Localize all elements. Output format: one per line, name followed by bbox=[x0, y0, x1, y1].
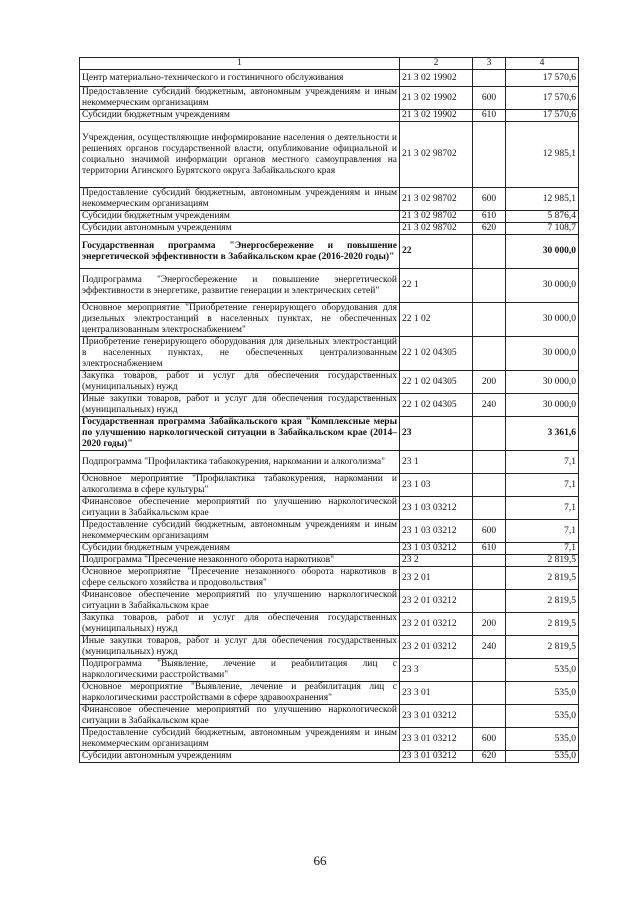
row-code: 21 3 02 98702 bbox=[400, 122, 473, 188]
row-kind bbox=[473, 269, 506, 303]
table-row bbox=[80, 394, 579, 417]
table-row bbox=[80, 223, 579, 235]
table-row bbox=[80, 337, 579, 371]
row-kind bbox=[473, 303, 506, 337]
row-kind bbox=[473, 122, 506, 188]
row-sum: 535,0 bbox=[506, 682, 579, 705]
row-kind bbox=[473, 555, 506, 567]
row-sum: 5 876,4 bbox=[506, 211, 579, 223]
row-name: Учреждения, осуществляющие информирование населения о деятельности и решениях органов государственной власти, опубликование официальной и социально значимой информации органов местного самоуправления на территории Агинского Бурятского округа Забайкальского края bbox=[80, 122, 400, 188]
row-code: 23 1 03 03212 bbox=[400, 520, 473, 543]
row-name: Субсидии бюджетным учреждениям bbox=[80, 543, 400, 555]
row-code: 23 3 01 bbox=[400, 682, 473, 705]
row-kind bbox=[473, 497, 506, 520]
row-kind: 600 bbox=[473, 188, 506, 211]
row-sum: 7,1 bbox=[506, 543, 579, 555]
row-sum: 535,0 bbox=[506, 659, 579, 682]
table-row bbox=[80, 682, 579, 705]
row-kind: 600 bbox=[473, 520, 506, 543]
row-code: 23 3 01 03212 bbox=[400, 728, 473, 751]
row-code: 23 2 bbox=[400, 555, 473, 567]
row-code: 23 1 03 03212 bbox=[400, 497, 473, 520]
row-kind bbox=[473, 70, 506, 87]
row-kind: 610 bbox=[473, 211, 506, 223]
row-sum: 2 819,5 bbox=[506, 567, 579, 590]
row-name: Государственная программа Забайкальского края "Комплексные меры по улучшению наркологической ситуации в Забайкальском крае (2014–2020 годы)" bbox=[80, 417, 400, 451]
table-row bbox=[80, 211, 579, 223]
row-name: Предоставление субсидий бюджетным, автономным учреждениям и иным некоммерческим организациям bbox=[80, 520, 400, 543]
row-name: Субсидии автономным учреждениям bbox=[80, 751, 400, 763]
budget-table bbox=[79, 57, 579, 763]
row-code: 23 2 01 03212 bbox=[400, 613, 473, 636]
table-row bbox=[80, 87, 579, 110]
budget-table-body bbox=[80, 58, 579, 763]
row-name: Субсидии бюджетным учреждениям bbox=[80, 110, 400, 122]
row-sum: 7,1 bbox=[506, 451, 579, 474]
row-code: 21 3 02 98702 bbox=[400, 211, 473, 223]
row-code: 23 2 01 03212 bbox=[400, 636, 473, 659]
row-code: 22 1 02 04305 bbox=[400, 371, 473, 394]
header-col-2: 2 bbox=[400, 58, 473, 70]
row-code: 22 1 02 bbox=[400, 303, 473, 337]
row-kind bbox=[473, 567, 506, 590]
row-sum: 7,1 bbox=[506, 520, 579, 543]
table-row bbox=[80, 705, 579, 728]
row-kind: 200 bbox=[473, 613, 506, 636]
table-row bbox=[80, 235, 579, 269]
row-sum: 12 985,1 bbox=[506, 188, 579, 211]
row-sum: 7 108,7 bbox=[506, 223, 579, 235]
row-name: Предоставление субсидий бюджетным, автономным учреждениям и иным некоммерческим организациям bbox=[80, 188, 400, 211]
table-row bbox=[80, 613, 579, 636]
header-col-3: 3 bbox=[473, 58, 506, 70]
row-sum: 30 000,0 bbox=[506, 394, 579, 417]
row-code: 22 1 02 04305 bbox=[400, 337, 473, 371]
table-row bbox=[80, 497, 579, 520]
row-name: Субсидии бюджетным учреждениям bbox=[80, 211, 400, 223]
row-name: Финансовое обеспечение мероприятий по улучшению наркологической ситуации в Забайкальском крае bbox=[80, 497, 400, 520]
row-sum: 17 570,6 bbox=[506, 110, 579, 122]
row-name: Предоставление субсидий бюджетным, автономным учреждениям и иным некоммерческим организациям bbox=[80, 728, 400, 751]
row-sum: 17 570,6 bbox=[506, 87, 579, 110]
table-row bbox=[80, 520, 579, 543]
row-name: Подпрограмма "Выявление, лечение и реабилитация лиц с наркологическими расстройствами" bbox=[80, 659, 400, 682]
row-sum: 535,0 bbox=[506, 751, 579, 763]
row-name: Закупка товаров, работ и услуг для обеспечения государственных (муниципальных) нужд bbox=[80, 371, 400, 394]
row-code: 21 3 02 19902 bbox=[400, 87, 473, 110]
row-name: Финансовое обеспечение мероприятий по улучшению наркологической ситуации в Забайкальском крае bbox=[80, 705, 400, 728]
row-name: Приобретение генерирующего оборудования для дизельных электростанций в населенных пунктах, не обеспеченных централизованным электроснабжением bbox=[80, 337, 400, 371]
row-kind: 620 bbox=[473, 751, 506, 763]
row-code: 23 1 bbox=[400, 451, 473, 474]
row-sum: 30 000,0 bbox=[506, 371, 579, 394]
header-col-4: 4 bbox=[506, 58, 579, 70]
row-code: 23 3 bbox=[400, 659, 473, 682]
row-name: Основное мероприятие "Профилактика табакокурения, наркомании и алкоголизма в сфере культуры" bbox=[80, 474, 400, 497]
row-sum: 12 985,1 bbox=[506, 122, 579, 188]
row-kind bbox=[473, 474, 506, 497]
header-col-1: 1 bbox=[80, 58, 400, 70]
row-sum: 2 819,5 bbox=[506, 555, 579, 567]
row-kind bbox=[473, 451, 506, 474]
row-name: Основное мероприятие "Приобретение генерирующего оборудования для дизельных электростанций в населенных пунктах, не обеспеченных централизованным электроснабжением" bbox=[80, 303, 400, 337]
row-code: 23 bbox=[400, 417, 473, 451]
row-name: Подпрограмма "Пресечение незаконного оборота наркотиков" bbox=[80, 555, 400, 567]
row-kind: 620 bbox=[473, 223, 506, 235]
row-code: 21 3 02 19902 bbox=[400, 70, 473, 87]
row-sum: 7,1 bbox=[506, 474, 579, 497]
row-code: 23 3 01 03212 bbox=[400, 751, 473, 763]
row-kind bbox=[473, 659, 506, 682]
row-name: Центр материально-технического и гостиничного обслуживания bbox=[80, 70, 400, 87]
row-name: Субсидии автономным учреждениям bbox=[80, 223, 400, 235]
row-name: Государственная программа "Энергосбережение и повышение энергетической эффективности в Забайкальском крае (2016-2020 годы)" bbox=[80, 235, 400, 269]
row-sum: 535,0 bbox=[506, 728, 579, 751]
row-name: Основное мероприятие "Выявление, лечение и реабилитация лиц с наркологическими расстройствами в сфере здравоохранения" bbox=[80, 682, 400, 705]
table-row bbox=[80, 659, 579, 682]
row-kind: 240 bbox=[473, 394, 506, 417]
row-code: 23 3 01 03212 bbox=[400, 705, 473, 728]
row-code: 23 1 03 bbox=[400, 474, 473, 497]
row-kind: 600 bbox=[473, 728, 506, 751]
row-code: 22 1 bbox=[400, 269, 473, 303]
row-kind: 600 bbox=[473, 87, 506, 110]
row-name: Иные закупки товаров, работ и услуг для обеспечения государственных (муниципальных) нужд bbox=[80, 636, 400, 659]
table-row bbox=[80, 555, 579, 567]
row-sum: 7,1 bbox=[506, 497, 579, 520]
row-sum: 17 570,6 bbox=[506, 70, 579, 87]
row-sum: 30 000,0 bbox=[506, 303, 579, 337]
table-row bbox=[80, 122, 579, 188]
row-code: 21 3 02 98702 bbox=[400, 223, 473, 235]
table-row bbox=[80, 474, 579, 497]
row-kind bbox=[473, 705, 506, 728]
row-sum: 2 819,5 bbox=[506, 636, 579, 659]
row-sum: 2 819,5 bbox=[506, 613, 579, 636]
row-kind: 200 bbox=[473, 371, 506, 394]
row-kind bbox=[473, 337, 506, 371]
page-number: 66 bbox=[313, 853, 327, 868]
table-row bbox=[80, 417, 579, 451]
table-row bbox=[80, 543, 579, 555]
row-code: 22 1 02 04305 bbox=[400, 394, 473, 417]
row-kind: 610 bbox=[473, 110, 506, 122]
row-name: Финансовое обеспечение мероприятий по улучшению наркологической ситуации в Забайкальском крае bbox=[80, 590, 400, 613]
row-code: 22 bbox=[400, 235, 473, 269]
row-code: 23 1 03 03212 bbox=[400, 543, 473, 555]
row-kind bbox=[473, 682, 506, 705]
row-kind: 610 bbox=[473, 543, 506, 555]
row-kind bbox=[473, 417, 506, 451]
row-code: 23 2 01 03212 bbox=[400, 590, 473, 613]
row-code: 21 3 02 19902 bbox=[400, 110, 473, 122]
row-code: 23 2 01 bbox=[400, 567, 473, 590]
table-row bbox=[80, 70, 579, 87]
row-kind bbox=[473, 235, 506, 269]
table-row bbox=[80, 590, 579, 613]
table-row bbox=[80, 110, 579, 122]
row-code: 21 3 02 98702 bbox=[400, 188, 473, 211]
row-kind bbox=[473, 590, 506, 613]
table-row bbox=[80, 636, 579, 659]
table-header-row bbox=[80, 58, 579, 70]
table-row bbox=[80, 751, 579, 763]
table-row bbox=[80, 371, 579, 394]
table-row bbox=[80, 728, 579, 751]
row-name: Закупка товаров, работ и услуг для обеспечения государственных (муниципальных) нужд bbox=[80, 613, 400, 636]
row-sum: 30 000,0 bbox=[506, 337, 579, 371]
row-name: Иные закупки товаров, работ и услуг для обеспечения государственных (муниципальных) нужд bbox=[80, 394, 400, 417]
row-name: Подпрограмма "Энергосбережение и повышение энергетической эффективности в энергетике, развитие генерации и электрических сетей" bbox=[80, 269, 400, 303]
table-row bbox=[80, 303, 579, 337]
row-sum: 30 000,0 bbox=[506, 269, 579, 303]
row-sum: 3 361,6 bbox=[506, 417, 579, 451]
row-kind: 240 bbox=[473, 636, 506, 659]
table-row bbox=[80, 188, 579, 211]
row-name: Основное мероприятие "Пресечение незаконного оборота наркотиков в сфере сельского хозяйства и продовольствия" bbox=[80, 567, 400, 590]
table-row bbox=[80, 451, 579, 474]
table-row bbox=[80, 269, 579, 303]
row-sum: 30 000,0 bbox=[506, 235, 579, 269]
table-row bbox=[80, 567, 579, 590]
row-sum: 535,0 bbox=[506, 705, 579, 728]
row-name: Предоставление субсидий бюджетным, автономным учреждениям и иным некоммерческим организациям bbox=[80, 87, 400, 110]
row-sum: 2 819,5 bbox=[506, 590, 579, 613]
row-name: Подпрограмма "Профилактика табакокурения, наркомании и алкоголизма" bbox=[80, 451, 400, 474]
